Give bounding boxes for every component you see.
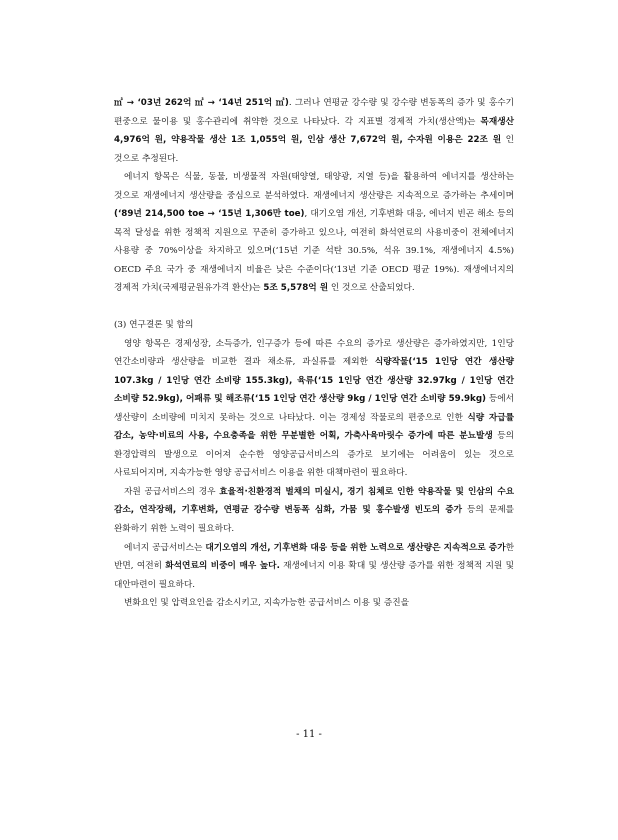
bold-text-run: 식량 자급률 감소, 농약·비료의 사용, 수요충족을 위한 무분별한 어획, 가축사육마릿수 증가에 따른 분뇨발생 (114, 412, 514, 442)
body-paragraph (114, 94, 514, 168)
body-paragraph (114, 483, 514, 539)
text-run: 인 것으로 추정된다. (114, 135, 514, 164)
text-run: 에너지 항목은 식물, 동물, 비생물적 자원(태양열, 태양광, 지열 등)을 활용하여 에너지를 생산하는 것으로 재생에너지 생산량을 중심으로 분석하였다. 재생에너지 생산량은 지속적으로 증가하는 추세이며 (114, 172, 514, 201)
bold-text-run: 효율적·친환경적 벌채의 미실시, 경기 침체로 인한 약용작물 및 인삼의 수요 감소, 연작장해, 기후변화, 연평균 강수량 변동폭 심화, 가뭄 및 홍수발생 빈도의 증가 (114, 486, 514, 516)
text-run: 인 것으로 산출되었다. (328, 283, 415, 294)
section-heading (114, 316, 514, 335)
bold-text-run: 목재생산 4,976억 원, 약용작물 생산 1조 1,055억 원, 인삼 생산 7,672억 원, 수자원 이용은 22조 원 (114, 116, 514, 146)
page-number: - 11 - (296, 729, 322, 740)
body-paragraph (114, 335, 514, 483)
body-paragraph (114, 539, 514, 595)
text-run: 에너지 공급서비스는 (124, 542, 206, 553)
text-run: 등에서 생산량이 소비량에 미치지 못하는 것으로 나타났다. 이는 경제성 작물로의 편중으로 인한 (114, 394, 514, 423)
body-paragraph (114, 594, 514, 613)
text-run: 등의 환경압력의 발생으로 이어져 순수한 영양공급서비스의 증가로 보기에는 어려움이 있는 것으로 사료되어지며, 지속가능한 영양 공급서비스 이용을 위한 대책마련이 필요하다. (114, 431, 514, 479)
bold-text-run: 대기오염의 개선, 기후변화 대응 등을 위한 노력으로 생산량은 지속적으로 증가 (205, 542, 506, 553)
text-run: 재생에너지 이용 확대 및 생산량 증가를 위한 정책적 지원 및 대안마련이 필요하다. (114, 561, 514, 590)
bold-text-run: ㎥ → ‘03년 262억 ㎥ → ‘14년 251억 ㎥) (114, 98, 289, 108)
bold-text-run: (‘89년 214,500 toe → ‘15년 1,306만 toe) (114, 209, 305, 220)
bold-text-run: 화석연료의 비중이 매우 높다. (165, 561, 280, 572)
text-run: , 대기오염 개선, 기후변화 대응, 에너지 빈곤 해소 등의 목적 달성을 위한 정책적 지원으로 꾸준히 증가하고 있으나, 여전히 화석연료의 사용비중이 전체에너지 사용량 중 70%이상을 차지하고 있으며(‘15년 기준 석탄 30.5%, 석유 39.1%, 재생에너지 4.5%) OECD 주요 국가 중 재생에너지 비율은 낮은 수준이다(‘13년 기준 OECD 평균 19%). 재생에너지의 경제적 가치(국제평균원유가격 환산)는 (114, 209, 514, 294)
text-run: 영양 항목은 경제성장, 소득증가, 인구증가 등에 따른 수요의 증가로 생산량은 증가하였지만, 1인당 연간소비량과 생산량을 비교한 결과 채소류, 과실류를 제외한 (114, 338, 514, 368)
text-run: 자원 공급서비스의 경우 (124, 486, 220, 497)
bold-text-run: 식량작물(‘15 1인당 연간 생산량 107.3kg / 1인당 연간 소비량 155.3kg), 육류(‘15 1인당 연간 생산량 32.97kg / 1인당 연간 소비량 52.9kg), 어패류 및 해조류(‘15 1인당 연간 생산량 9kg / 1인당 연간 소비량 59.9kg) (114, 357, 514, 405)
body-paragraph (114, 168, 514, 298)
bold-text-run: 5조 5,578억 원 (263, 283, 329, 294)
text-run: . 그러나 연평균 강수량 및 강수량 변동폭의 증가 및 홍수기 편중으로 물이용 및 홍수관리에 취약한 것으로 나타났다. 각 지표별 경제적 가치(생산액)는 (114, 98, 515, 127)
text-run: 한 반면, 여전히 (114, 542, 514, 572)
text-run: 등의 문제를 완화하기 위한 노력이 필요하다. (114, 505, 514, 535)
text-run: (3) 연구결론 및 함의 (114, 320, 194, 331)
page-body (114, 94, 514, 613)
text-run: 변화요인 및 압력요인을 감소시키고, 지속가능한 공급서비스 이용 및 증진을 (124, 598, 410, 609)
